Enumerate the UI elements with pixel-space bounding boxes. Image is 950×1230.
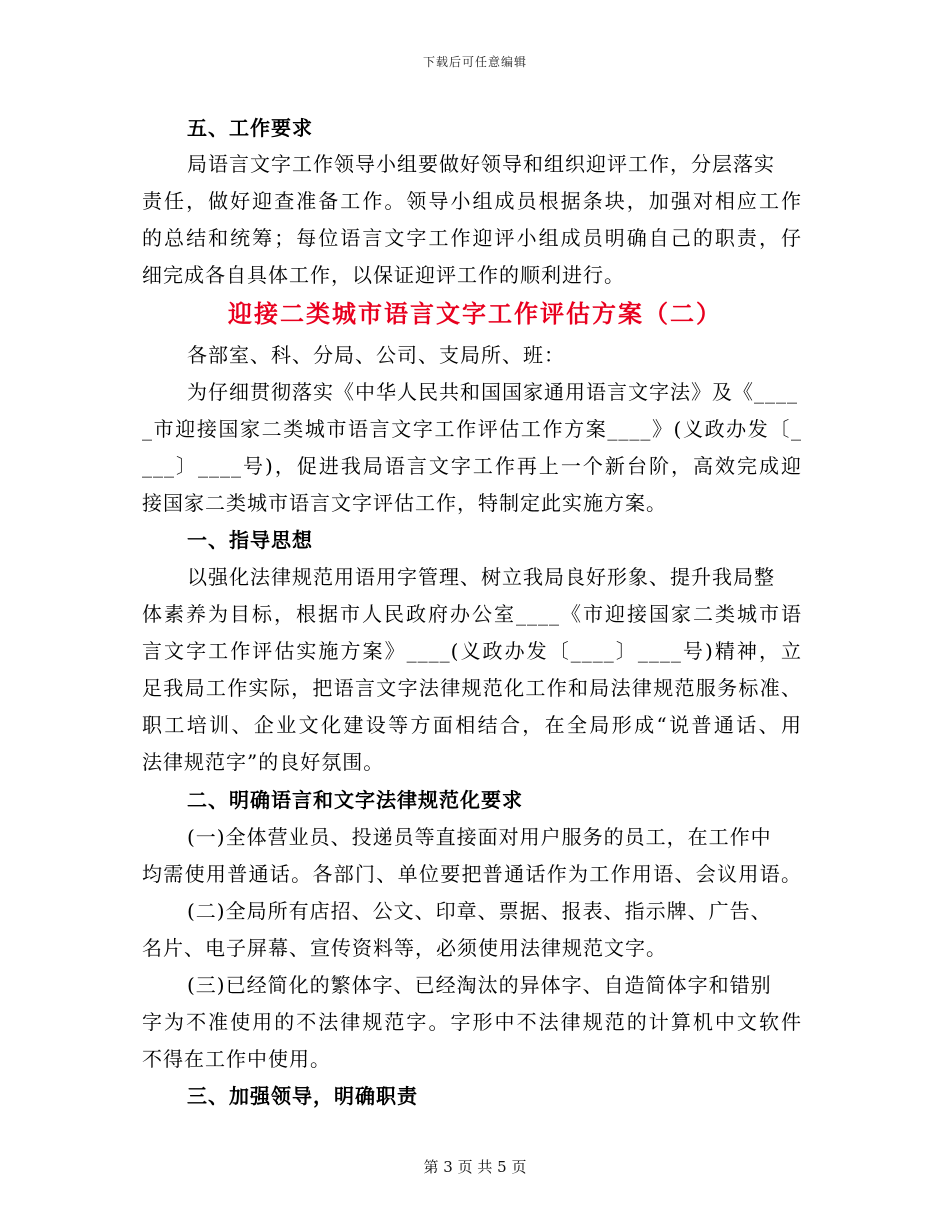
paragraph-line: ___〕____号)，促进我局语言文字工作再上一个新台阶，高效完成迎 [142, 454, 802, 478]
page-header: 下载后可任意编辑 [422, 55, 527, 69]
paragraph-line: 不得在工作中使用。 [142, 1047, 331, 1071]
paragraph-line: 以强化法律规范用语用字管理、树立我局良好形象、提升我局整 [187, 565, 775, 589]
paragraph-line: 的总结和统筹；每位语言文字工作迎评小组成员明确自己的职责，仔 [142, 226, 802, 250]
paragraph-line: (二)全局所有店招、公文、印章、票据、报表、指示牌、广告、 [187, 899, 772, 923]
paragraph-line: 均需使用普通话。各部门、单位要把普通话作为工作用语、会议用语。 [142, 862, 802, 886]
paragraph-line: 接国家二类城市语言文字评估工作，特制定此实施方案。 [142, 491, 667, 515]
section-heading: 二、明确语言和文字法律规范化要求 [187, 788, 523, 812]
paragraph-line: _市迎接国家二类城市语言文字工作评估工作方案____》(义政办发〔_ [142, 417, 802, 441]
paragraph-line: 言文字工作评估实施方案》____(义政办发〔____〕____号)精神，立 [142, 639, 802, 663]
paragraph-line: 体素养为目标，根据市人民政府办公室____《市迎接国家二类城市语 [142, 602, 802, 626]
section-heading: 一、指导思想 [187, 528, 313, 552]
paragraph-line: 各部室、科、分局、公司、支局所、班： [187, 343, 565, 367]
paragraph-line: 名片、电子屏幕、宣传资料等，必须使用法律规范文字。 [142, 936, 667, 960]
section-heading: 三、加强领导，明确职责 [187, 1084, 418, 1108]
paragraph-line: 职工培训、企业文化建设等方面相结合，在全局形成“说普通话、用 [142, 713, 802, 737]
paragraph-line: 局语言文字工作领导小组要做好领导和组织迎评工作，分层落实 [187, 152, 775, 176]
paragraph-line: 细完成各自具体工作，以保证迎评工作的顺利进行。 [142, 263, 625, 287]
paragraph-line: (三)已经简化的繁体字、已经淘汰的异体字、自造简体字和错别 [187, 973, 772, 997]
paragraph-line: (一)全体营业员、投递员等直接面对用户服务的员工，在工作中 [187, 825, 772, 849]
paragraph-line: 法律规范字”的良好氛围。 [142, 750, 385, 774]
paragraph-line: 责任，做好迎查准备工作。领导小组成员根据条块，加强对相应工作 [142, 189, 802, 213]
document-title: 迎接二类城市语言文字工作评估方案（二） [228, 299, 722, 328]
paragraph-line: 为仔细贯彻落实《中华人民共和国国家通用语言文字法》及《____ [187, 380, 798, 404]
paragraph-line: 足我局工作实际，把语言文字法律规范化工作和局法律规范服务标准、 [142, 676, 802, 700]
section-heading: 五、工作要求 [187, 116, 313, 140]
paragraph-line: 字为不准使用的不法律规范字。字形中不法律规范的计算机中文软件 [142, 1010, 802, 1034]
page-footer: 第 3 页 共 5 页 [423, 1158, 527, 1176]
